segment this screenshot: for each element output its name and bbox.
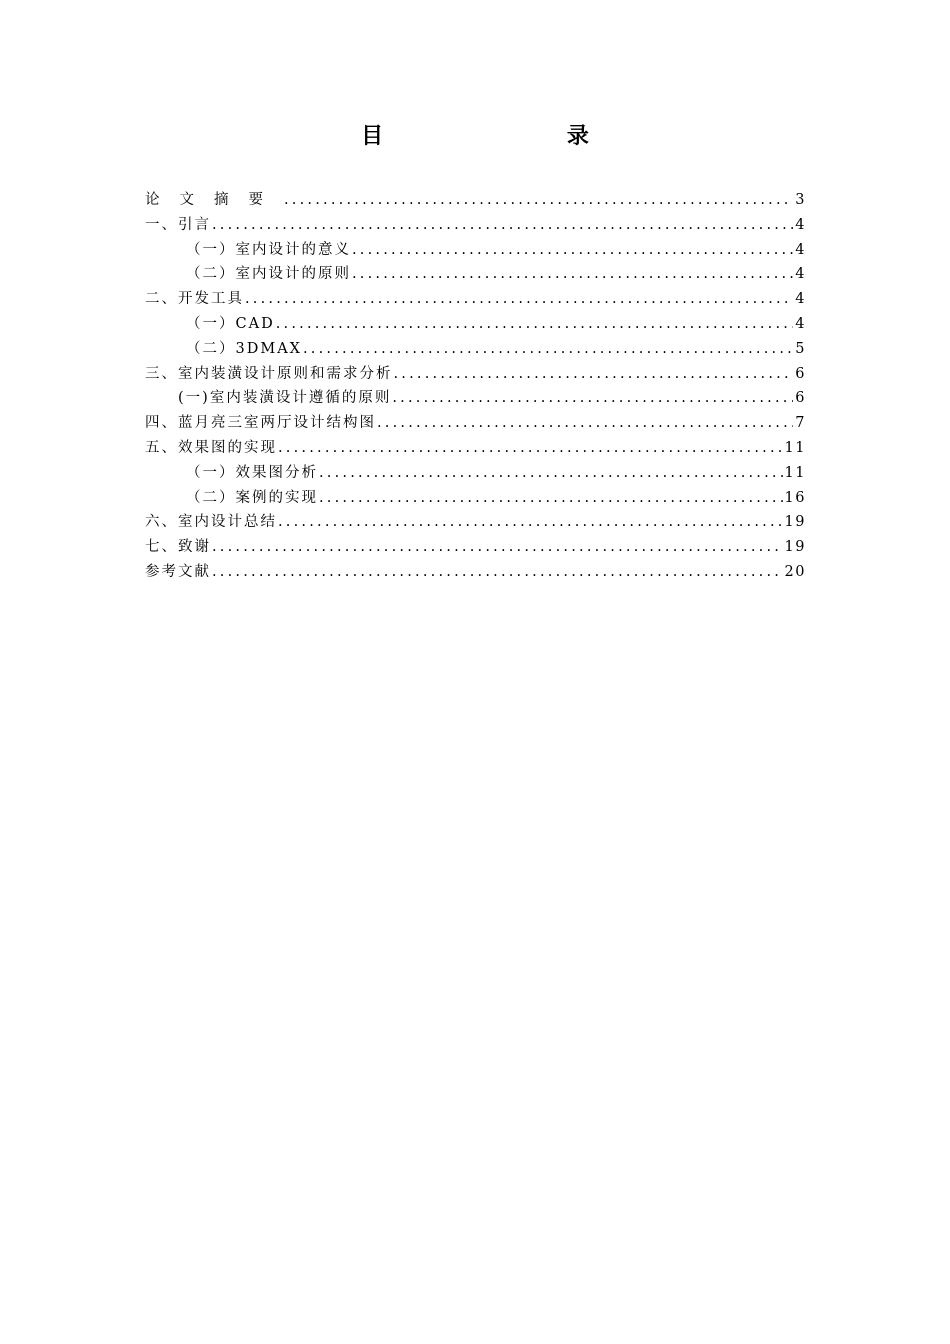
toc-entry-label: （一）室内设计的意义 xyxy=(186,241,351,258)
toc-entry-abstract[interactable] xyxy=(145,188,806,213)
toc-entry-page: 16 xyxy=(784,489,806,506)
toc-entry-design-principles[interactable] xyxy=(145,262,806,287)
toc-entry-page: 3 xyxy=(795,192,806,208)
toc-leader-dots xyxy=(303,337,793,362)
toc-entry-label: 一、引言 xyxy=(145,216,211,233)
toc-leader-dots xyxy=(377,411,793,436)
toc-entry-page: 5 xyxy=(795,340,806,357)
toc-entry-label: （二）3DMAX xyxy=(186,340,302,357)
toc-entry-page: 4 xyxy=(795,291,806,308)
toc-entry-label: （二）案例的实现 xyxy=(186,489,318,506)
toc-leader-dots xyxy=(212,213,793,238)
toc-leader-dots xyxy=(352,238,793,263)
toc-entry-design-meaning[interactable] xyxy=(145,238,806,263)
toc-entry-rendering[interactable] xyxy=(145,436,806,461)
toc-entry-page: 6 xyxy=(795,365,806,382)
toc-entry-structure-drawing[interactable] xyxy=(145,411,806,436)
toc-leader-dots xyxy=(245,287,793,312)
toc-entry-references[interactable] xyxy=(145,560,806,585)
toc-entry-label: （一）CAD xyxy=(186,315,275,332)
toc-leader-dots xyxy=(319,461,783,486)
toc-entry-introduction[interactable] xyxy=(145,213,806,238)
toc-leader-dots xyxy=(212,560,783,585)
toc-entry-page: 20 xyxy=(784,563,806,580)
toc-entry-label: 二、开发工具 xyxy=(145,291,244,308)
toc-entry-page: 11 xyxy=(784,439,806,456)
toc-entry-page: 4 xyxy=(795,315,806,332)
toc-entry-label: （二）室内设计的原则 xyxy=(186,266,351,283)
toc-entry-label: 六、室内设计总结 xyxy=(145,514,277,531)
toc-entry-decoration-principles[interactable] xyxy=(145,386,806,411)
toc-leader-dots xyxy=(212,535,783,560)
toc-entry-page: 19 xyxy=(784,514,806,531)
toc-entry-page: 11 xyxy=(784,464,806,481)
toc-entry-rendering-analysis[interactable] xyxy=(145,461,806,486)
toc-entry-label: 参考文献 xyxy=(145,563,211,580)
toc-entry-label: 论文摘要 xyxy=(145,192,283,208)
toc-entry-acknowledgements[interactable] xyxy=(145,535,806,560)
toc-entry-label: 七、致谢 xyxy=(145,539,211,556)
toc-entry-case-implementation[interactable] xyxy=(145,486,806,511)
toc-entry-label: 四、蓝月亮三室两厅设计结构图 xyxy=(145,415,376,432)
toc-leader-dots xyxy=(352,262,793,287)
toc-entry-3dmax[interactable] xyxy=(145,337,806,362)
toc-entry-decoration-analysis[interactable] xyxy=(145,362,806,387)
toc-leader-dots xyxy=(394,362,794,387)
toc-leader-dots xyxy=(284,188,793,213)
toc-entry-page: 4 xyxy=(795,216,806,233)
toc-entry-label: （一）效果图分析 xyxy=(186,464,318,481)
toc-entry-page: 4 xyxy=(795,266,806,283)
toc-entry-page: 7 xyxy=(795,415,806,432)
toc-entry-page: 6 xyxy=(795,390,806,407)
toc-title: 目 录 xyxy=(361,124,677,149)
toc-entry-summary[interactable] xyxy=(145,510,806,535)
toc-leader-dots xyxy=(392,386,793,411)
toc-entry-page: 4 xyxy=(795,241,806,258)
toc-entry-label: (一)室内装潢设计遵循的原则 xyxy=(178,390,392,407)
toc-leader-dots xyxy=(276,312,794,337)
toc-entry-label: 三、室内装潢设计原则和需求分析 xyxy=(145,365,393,382)
toc-entry-label: 五、效果图的实现 xyxy=(145,439,277,456)
toc-leader-dots xyxy=(319,486,783,511)
toc-entry-dev-tools[interactable] xyxy=(145,287,806,312)
toc-entry-cad[interactable] xyxy=(145,312,806,337)
toc-entry-page: 19 xyxy=(784,539,806,556)
toc-leader-dots xyxy=(278,436,783,461)
toc-leader-dots xyxy=(278,510,783,535)
toc-list xyxy=(145,188,806,585)
